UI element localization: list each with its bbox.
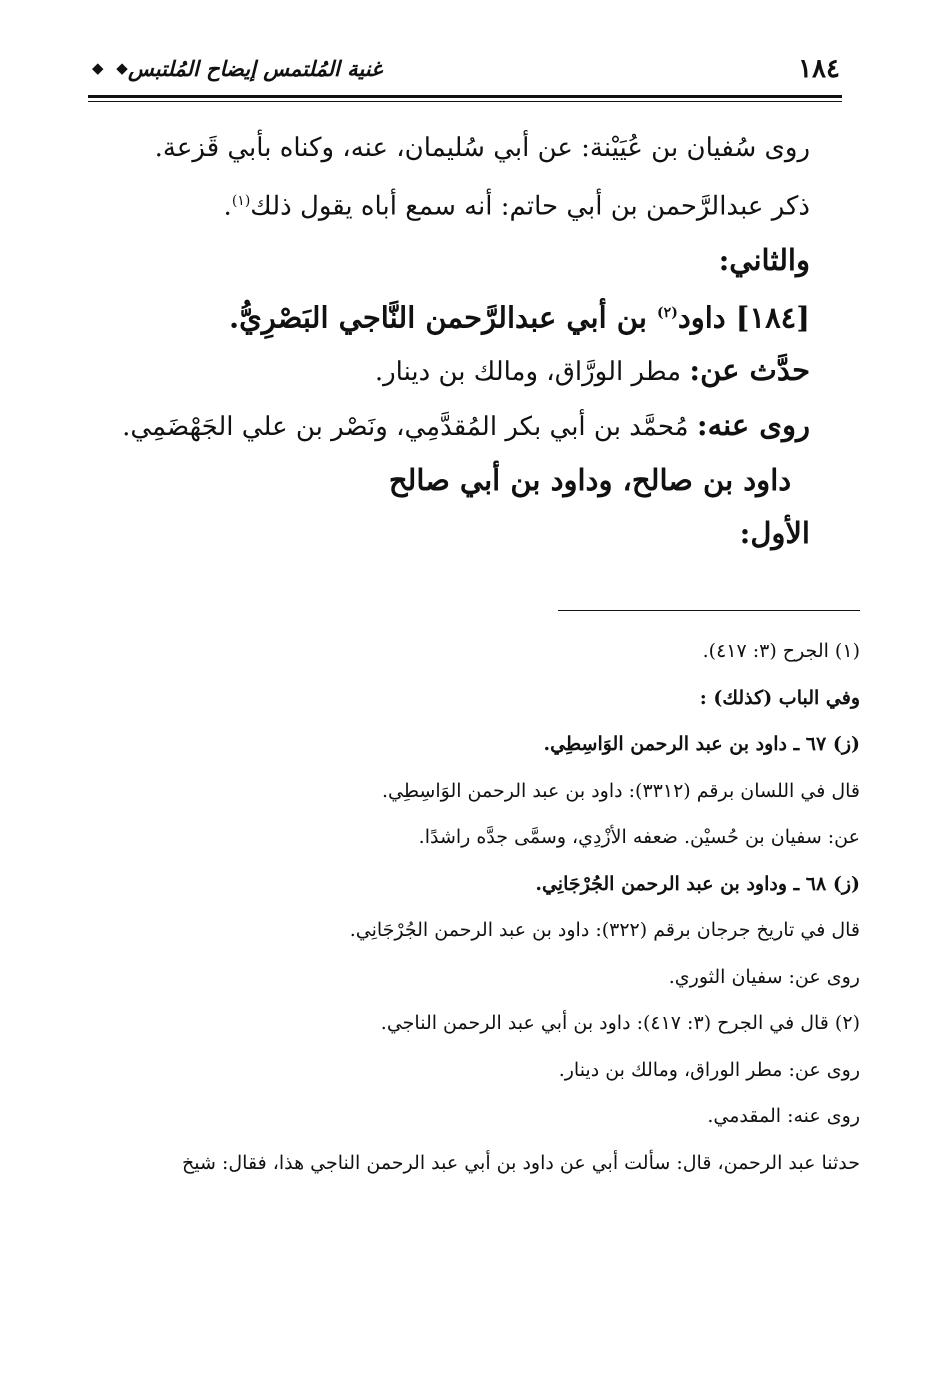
main-text	[122, 122, 810, 560]
footnote-line: حدثنا عبد الرحمن، قال: سألت أبي عن داود بن أبي عبد الرحمن الناجي هذا، فقال: شيخ	[182, 1151, 860, 1174]
text-run: .	[223, 191, 232, 222]
running-title: غنية المُلتمس إيضاح المُلتبس	[128, 56, 383, 81]
footnote-ref[interactable]: (١)	[231, 193, 251, 209]
chapter-heading: داود بن صالح، وداود بن أبي صالح	[388, 463, 792, 498]
header-rule-thin	[88, 101, 842, 102]
subsection-heading: الأول:	[739, 516, 810, 551]
footnote-line: وفي الباب (كذلك) :	[699, 686, 860, 709]
footnote-line: (٢) قال في الجرح (٣: ٤١٧): داود بن أبي عبد الرحمن الناجي.	[380, 1012, 860, 1034]
text-line	[170, 175, 810, 234]
narrated-by-line	[122, 399, 810, 454]
footnote-line: عن: سفيان بن حُسيْن. ضعفه الأزْدِي، وسمَّى جدَّه راشدًا.	[418, 826, 860, 848]
footnote-separator	[558, 610, 860, 611]
narrated-by-label: روى عنه:	[696, 408, 810, 443]
footnote-line: روى عن: مطر الوراق، ومالك بن دينار.	[558, 1058, 860, 1081]
narrated-by-text: مُحمَّد بن أبي بكر المُقدَّمِي، ونَصْر بن علي الجَهْضَمِي.	[122, 412, 697, 443]
entry-number-and-name: [١٨٤] داود	[677, 300, 810, 335]
text-line: روى سُفيان بن عُيَيْنة: عن أبي سُليمان، عنه، وكناه بأبي قَزعة.	[154, 133, 810, 163]
entry-name-rest: بن أبي عبدالرَّحمن النَّاجي البَصْرِيُّ.	[228, 300, 658, 335]
footnote-line: (١) الجرح (٣: ٤١٧).	[702, 640, 860, 662]
narrated-from-text: مطر الورَّاق، ومالك بن دينار.	[374, 357, 690, 388]
footnote-line: قال في اللسان برقم (٣٣١٢): داود بن عبد الرحمن الوَاسِطِي.	[381, 779, 860, 802]
narrated-from-label: حدَّث عن:	[689, 353, 810, 388]
page-number: ١٨٤	[798, 54, 840, 84]
footnote-line: روى عن: سفيان الثوري.	[668, 965, 860, 988]
footnote-line: (ز) ٦٨ ـ وداود بن عبد الرحمن الجُرْجَانِي.	[535, 872, 860, 895]
running-header	[92, 50, 840, 90]
header-rule-thick	[88, 95, 842, 98]
footnote-line: (ز) ٦٧ ـ داود بن عبد الرحمن الوَاسِطِي.	[543, 733, 860, 755]
entry-title	[170, 287, 810, 345]
footnote-ref[interactable]: (٢)	[657, 304, 678, 321]
footnote-line: قال في تاريخ جرجان برقم (٣٢٢): داود بن عبد الرحمن الجُرْجَانِي.	[349, 919, 860, 941]
section-heading: والثاني:	[718, 242, 810, 277]
diamond-ornament-icon: ◆ ◆	[92, 59, 132, 77]
footnote-line: روى عنه: المقدمي.	[707, 1105, 860, 1127]
text-run: ذكر عبدالرَّحمن بن أبي حاتم: أنه سمع أباه يقول ذلك	[250, 191, 810, 222]
footnotes	[80, 628, 860, 1186]
narrated-from-line	[170, 344, 810, 399]
